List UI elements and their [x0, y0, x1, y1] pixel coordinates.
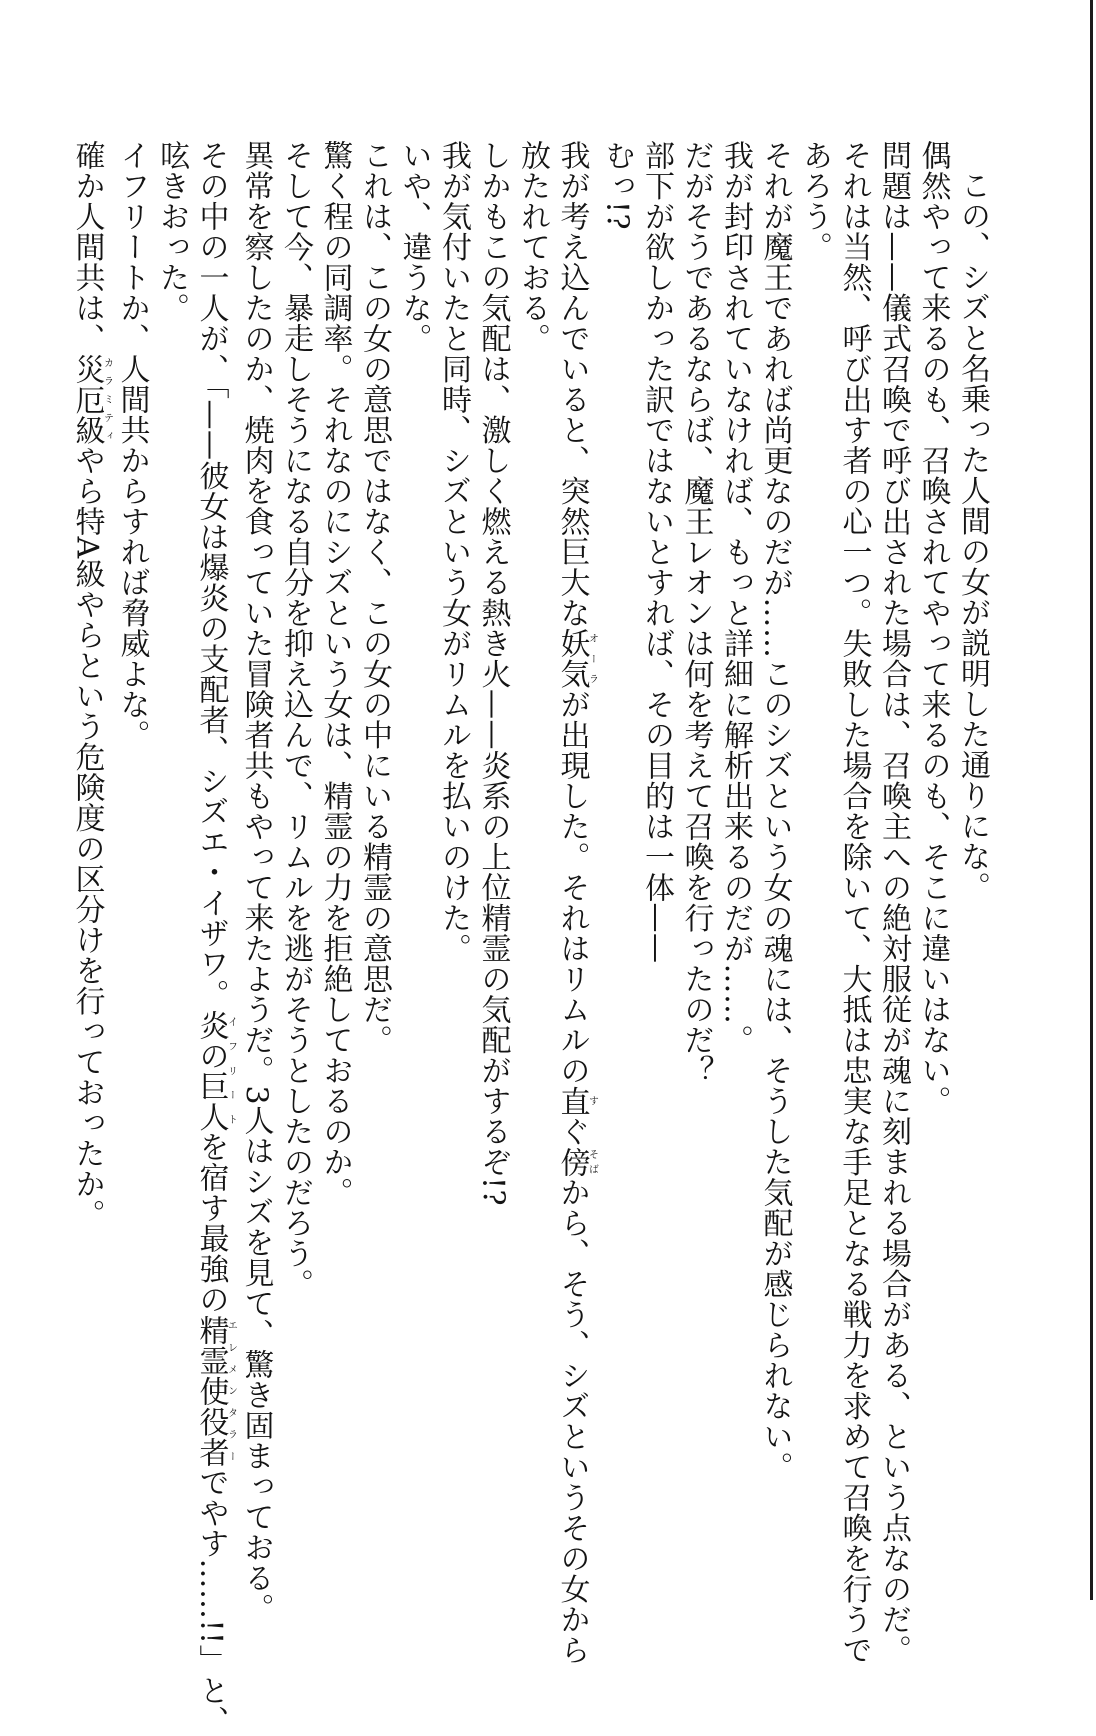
text-segment: でやす……!!」と、 [193, 1467, 229, 1736]
ruby-word: 直す [554, 1085, 598, 1116]
text-line: 驚く程の同調率。それなのにシズという女は、精霊の力を拒絶しておるのか。 [317, 140, 353, 1208]
text-segment: ぐ [554, 1116, 590, 1147]
ruby-word: 妖気オーラ [554, 628, 598, 689]
text-line: それは当然、呼び出す者の心一つ。失敗した場合を除いて、大抵は忠実な手足となる戦力を求めて召喚を行うで [836, 140, 872, 1665]
text-line [191, 140, 237, 1736]
text-line: 異常を察したのか、焼肉を食っていた冒険者共もやって来たようだ。3人はシズを見て、驚き固まっておる。 [238, 140, 274, 1624]
text-line: 我が封印されていなければ、もっと詳細に解析出来るのだが……。 [718, 140, 753, 1055]
text-line: 部下が欲しかった訳ではないとすれば、その目的は一体—— [639, 140, 674, 964]
text-line: 偶然やって来るのも、召喚されてやって来るのも、そこに違いはない。 [915, 140, 951, 1116]
text-line [67, 140, 112, 1570]
text-line: 問題は——儀式召喚で呼び出された場合は、召喚主への絶対服従が魂に刻まれる場合がある、という点なのだ。 [876, 140, 911, 1665]
text-line: イフリートか、人間共からすれば脅威よな。 [114, 140, 150, 750]
text-segment: 我が考え込んでいると、突然巨大な [554, 140, 590, 628]
page-edge-line [1090, 0, 1093, 1600]
ruby-word: 傍そば [554, 1146, 598, 1177]
text-segment: から、そう、シズというその女から [554, 1177, 590, 1665]
text-line: そして今、暴走しそうになる自分を抑え込んで、リムルを逃がそうとしたのだろう。 [278, 140, 313, 1299]
ruby-word: 精霊使役者エレメンタラー [193, 1314, 237, 1467]
text-line: それが魔王であれば尚更なのだが……このシズという女の魂には、そうした気配が感じられない。 [757, 140, 793, 1482]
text-segment: を宿す最強の [193, 1131, 229, 1315]
text-segment: 確か人間共は、 [69, 140, 105, 354]
text-segment: その中の一人が、「——彼女は爆炎の支配者、シズエ・イザワ。 [193, 140, 229, 1010]
text-line: むっ!? [599, 140, 635, 231]
text-line: しかもこの気配は、激しく燃える熱き火——炎系の上位精霊の気配がするぞ!? [475, 140, 511, 1207]
text-line: この、シズと名乗った人間の女が説明した通りにな。 [955, 170, 990, 902]
ruby-word: 炎の巨人イフリート [193, 1009, 237, 1132]
text-line: 放たれておる。 [515, 140, 550, 354]
text-line: 呟きおった。 [154, 140, 189, 323]
text-line: いや、違うな。 [396, 140, 432, 354]
text-segment: が出現した。それはリムルの [554, 689, 590, 1086]
text-line: あろう。 [797, 140, 832, 262]
text-line: 我が気付いたと同時、シズという女がリムルを払いのけた。 [436, 140, 471, 964]
vertical-text-body [67, 140, 992, 1736]
text-line [552, 140, 598, 1665]
text-segment: やら特A級やらという危険度の区分けを行っておったか。 [69, 445, 105, 1230]
ruby-word: 災厄級カラミティ [69, 353, 113, 445]
text-line: これは、この女の意思ではなく、この女の中にいる精霊の意思だ。 [357, 140, 392, 1055]
text-line: だがそうであるならば、魔王レオンは何を考えて召喚を行ったのだ？ [678, 140, 714, 1086]
